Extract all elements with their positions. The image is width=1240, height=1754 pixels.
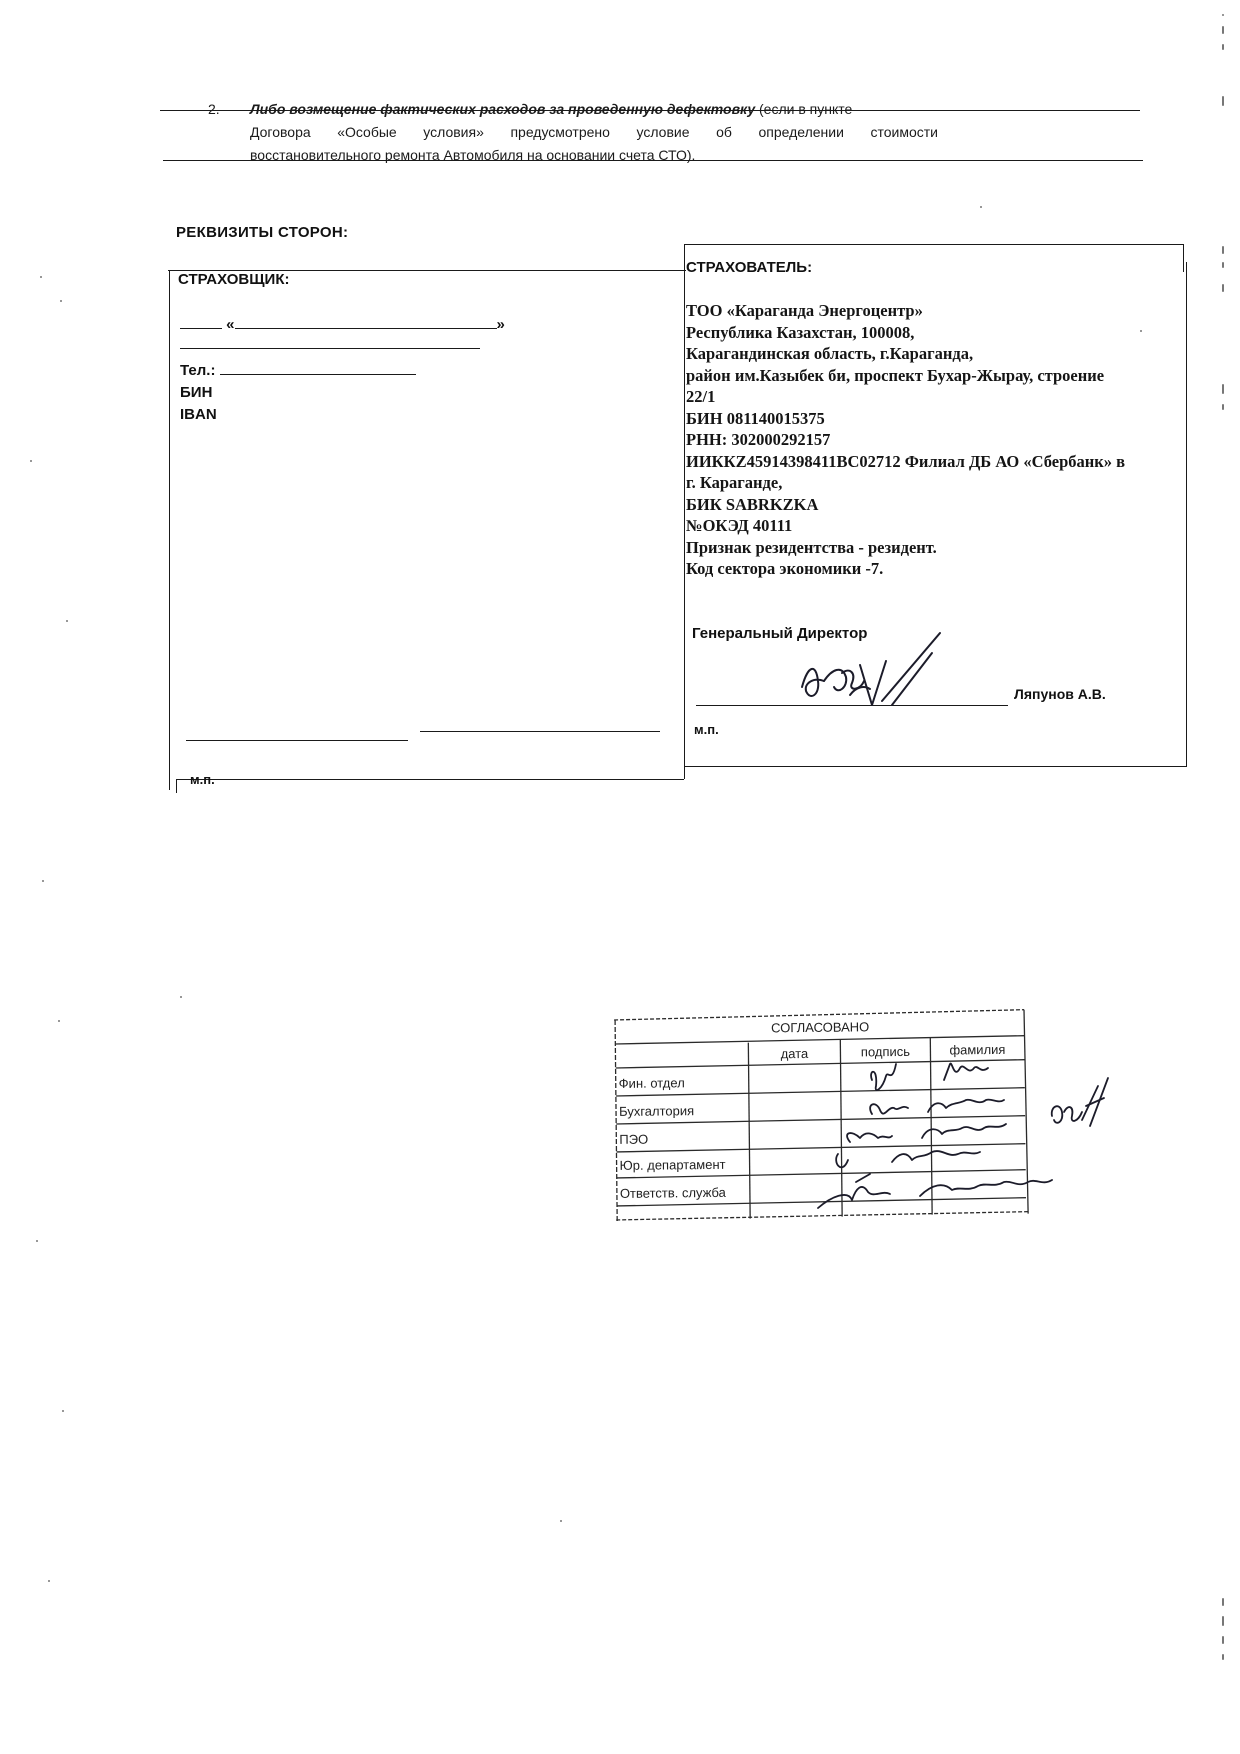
insured-line: Признак резидентства - резидент.: [686, 537, 937, 557]
insured-line: Республика Казахстан, 100008,: [686, 322, 915, 342]
insurer-quote-close: »: [496, 316, 505, 333]
insured-line: Карагандинская область, г.Караганда,: [686, 344, 974, 363]
insured-details: [686, 300, 1182, 580]
insurer-iban-label: IBAN: [180, 406, 217, 423]
approval-row-label: Бухгалтория: [618, 1103, 695, 1119]
insured-line: г. Караганде,: [686, 473, 783, 492]
insured-line: БИК SABRKZKA: [686, 494, 819, 514]
director-signature-icon: [790, 625, 950, 713]
insurer-prefix-blank[interactable]: [180, 314, 222, 329]
approval-column-surname: фамилия: [949, 1041, 1006, 1058]
insured-line: ИИККZ45914398411BC02712 Филиал ДБ АО «Сбербанк» в: [686, 451, 1126, 471]
approval-row-label: Фин. отдел: [618, 1075, 685, 1091]
insurer-quote-open: «: [226, 316, 235, 333]
insurer-name-signature-blank[interactable]: [420, 731, 660, 732]
insurer-label: СТРАХОВЩИК:: [178, 271, 290, 288]
insurer-signature-blank[interactable]: [186, 740, 408, 741]
insurer-address-blank[interactable]: [180, 348, 480, 349]
insurer-name-blank[interactable]: [235, 314, 497, 329]
clause-bottom-rule: [163, 160, 1143, 161]
approval-row-label: Юр. департамент: [619, 1156, 726, 1173]
margin-initials-icon: [1046, 1076, 1116, 1138]
approval-column-signature: подпись: [860, 1043, 911, 1060]
insurer-tel-row: [180, 360, 416, 379]
insured-line: №ОКЭД 40111: [686, 516, 793, 535]
insurer-bin-label: БИН: [180, 384, 213, 401]
clause-number: 2.: [208, 101, 220, 117]
insured-line: ТОО «Караганда Энергоцентр»: [686, 301, 923, 320]
director-name: Ляпунов А.В.: [1014, 686, 1106, 702]
director-title: Генеральный Директор: [692, 625, 868, 642]
approval-column-date: дата: [780, 1045, 809, 1062]
insurer-stamp-label: м.п.: [190, 772, 215, 787]
clause-2: [208, 98, 938, 167]
approval-title: СОГЛАСОВАНО: [771, 1019, 870, 1036]
insurer-tel-label: Тел.:: [180, 362, 216, 379]
clause-italic-lead: Либо возмещение фактических расходов за проведенную дефектовку: [250, 101, 756, 117]
approval-row-label: ПЭО: [619, 1131, 649, 1147]
insured-line: район им.Казыбек би, проспект Бухар-Жырау, строение: [686, 365, 1105, 385]
insured-label: СТРАХОВАТЕЛЬ:: [686, 259, 813, 276]
approval-row-label: Ответств. служба: [619, 1184, 726, 1201]
clause-line3: восстановительного ремонта Автомобиля на основании счета СТО).: [250, 147, 696, 163]
clause-line2: Договора «Особые условия» предусмотрено условие об определении стоимости: [250, 124, 938, 140]
insurer-name-line: [180, 314, 505, 333]
insured-line: 22/1: [686, 387, 716, 406]
insurer-tel-blank[interactable]: [220, 360, 416, 375]
insured-line: Код сектора экономики -7.: [686, 559, 884, 578]
requisites-heading: РЕКВИЗИТЫ СТОРОН:: [176, 224, 349, 241]
insured-line: БИН 081140015375: [686, 408, 825, 428]
insured-line: РНН: 302000292157: [686, 430, 831, 449]
insured-stamp-label: м.п.: [694, 722, 719, 737]
clause-rest-line1: (если в пункте: [755, 101, 853, 117]
